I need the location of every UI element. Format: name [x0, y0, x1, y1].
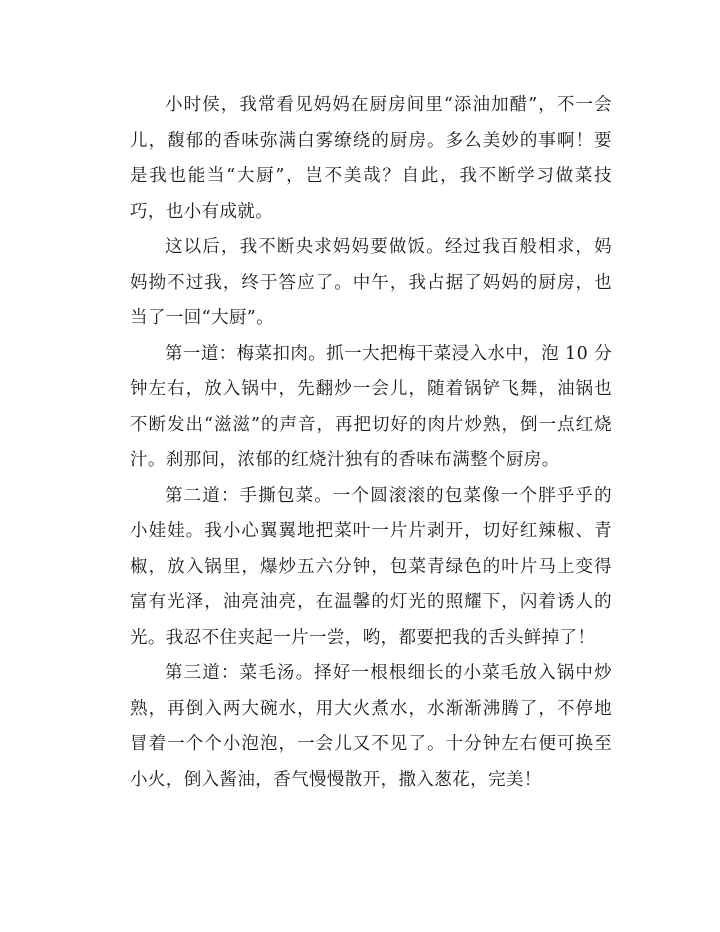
- paragraph-intro: 小时侯，我常看见妈妈在厨房间里“添油加醋”，不一会儿，馥郁的香味弥满白雾缭绕的厨房。多么美妙的事啊！要是我也能当“大厨”，岂不美哉？自此，我不断学习做菜技巧，也小有成就。: [130, 95, 612, 222]
- document-body: [130, 88, 612, 798]
- paragraph-begin-cooking: 这以后，我不断央求妈妈要做饭。经过我百般相求，妈妈拗不过我，终于答应了。中午，我占据了妈妈的厨房，也当了一回“大厨”。: [130, 237, 612, 328]
- paragraph-dish-three: 第三道：菜毛汤。择好一根根细长的小菜毛放入锅中炒熟，再倒入两大碗水，用大火煮水，水渐渐沸腾了，不停地冒着一个个小泡泡，一会儿又不见了。十分钟左右便可换至小火，倒入酱油，香气慢慢散开，撒入葱花，完美！: [130, 663, 612, 790]
- paragraph-dish-one: 第一道：梅菜扣肉。抓一大把梅干菜浸入水中，泡 10 分钟左右，放入锅中，先翻炒一会儿，随着锅铲飞舞，油锅也不断发出“滋滋”的声音，再把切好的肉片炒熟，倒一点红烧汁。刹那间，浓郁的红烧汁独有的香味布满整个厨房。: [130, 343, 612, 470]
- paragraph-dish-two: 第二道：手撕包菜。一个圆滚滚的包菜像一个胖乎乎的小娃娃。我小心翼翼地把菜叶一片片剥开，切好红辣椒、青椒，放入锅里，爆炒五六分钟，包菜青绿色的叶片马上变得富有光泽，油亮油亮，在温馨的灯光的照耀下，闪着诱人的光。我忍不住夹起一片一尝，哟，都要把我的舌头鲜掉了！: [130, 485, 612, 648]
